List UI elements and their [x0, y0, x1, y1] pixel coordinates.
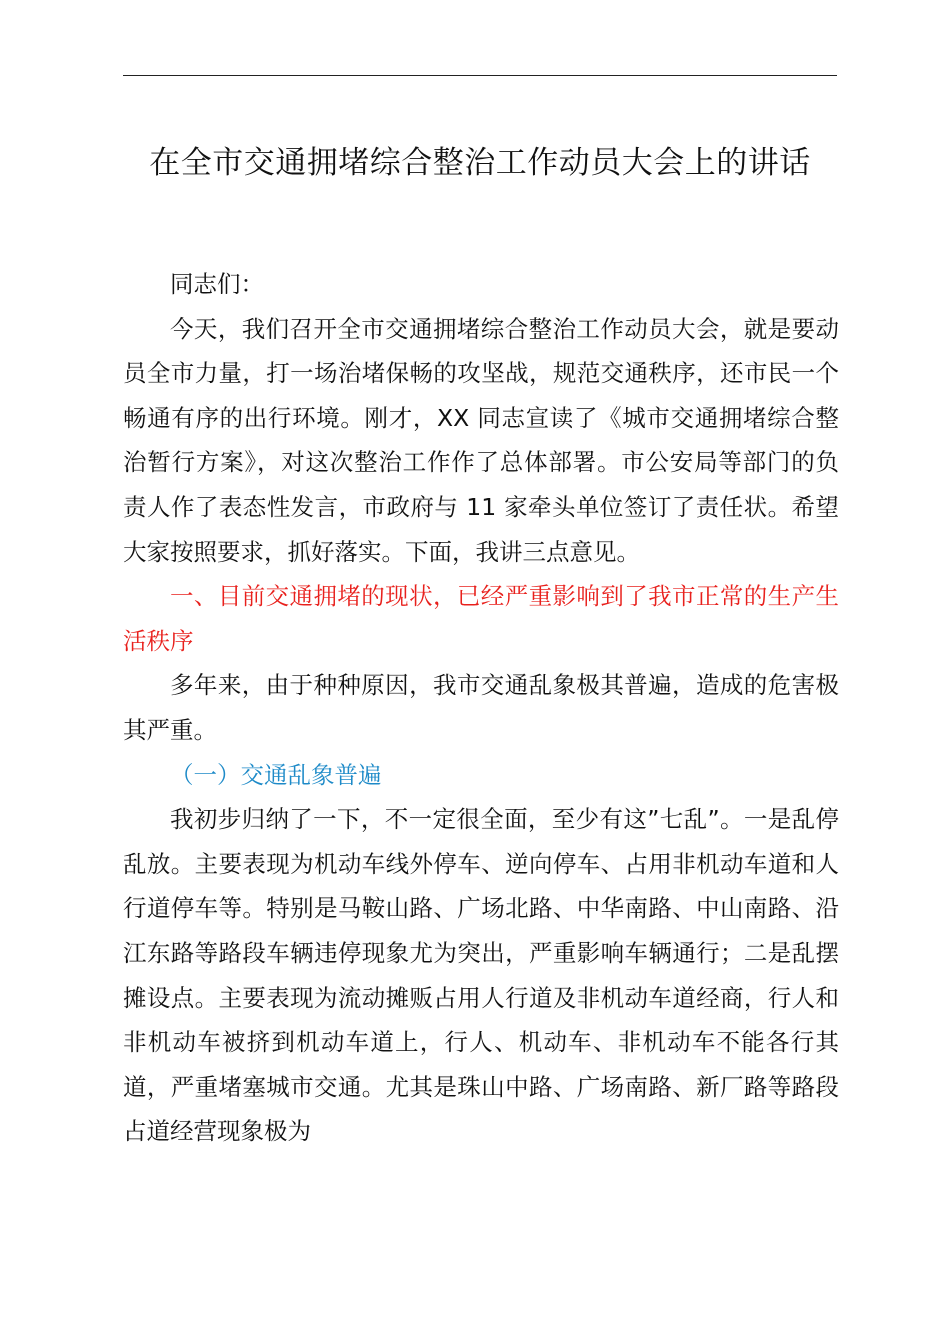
- salutation: 同志们：: [170, 270, 264, 298]
- section-1-intro: 多年来，由于种种原因，我市交通乱象极其普遍，造成的危害极其严重。: [123, 671, 839, 744]
- subsection-1-heading: （一）交通乱象普遍: [170, 760, 382, 789]
- opening-paragraph: 今天，我们召开全市交通拥堵综合整治工作动员大会，就是要动员全市力量，打一场治堵保畅的攻坚战，规范交通秩序，还市民一个畅通有序的出行环境。刚才，XX 同志宣读了《城市交通拥堵综合整治暂行方案》，对这次整治工作作了总体部署。市公安局等部门的负责人作了表态性发言，市政府与 11 家牵头单位签订了责任状。希望大家按照要求，抓好落实。下面，我讲三点意见。: [123, 314, 839, 566]
- document-title: 在全市交通拥堵综合整治工作动员大会上的讲话: [149, 145, 811, 181]
- section-1-heading: 一、目前交通拥堵的现状，已经严重影响到了我市正常的生产生活秩序: [123, 582, 839, 655]
- subsection-1-text: 我初步归纳了一下，不一定很全面，至少有这”七乱”。一是乱停乱放。主要表现为机动车线外停车、逆向停车、占用非机动车道和人行道停车等。特别是马鞍山路、广场北路、中华南路、中山南路、沿江东路等路段车辆违停现象尤为突出，严重影响车辆通行；二是乱摆摊设点。主要表现为流动摊贩占用人行道及非机动车道经商，行人和非机动车被挤到机动车道上，行人、机动车、非机动车不能各行其道，严重堵塞城市交通。尤其是珠山中路、广场南路、新厂路等路段占道经营现象极为: [123, 805, 839, 1146]
- document-body: [123, 262, 839, 1154]
- header-divider: [123, 75, 837, 76]
